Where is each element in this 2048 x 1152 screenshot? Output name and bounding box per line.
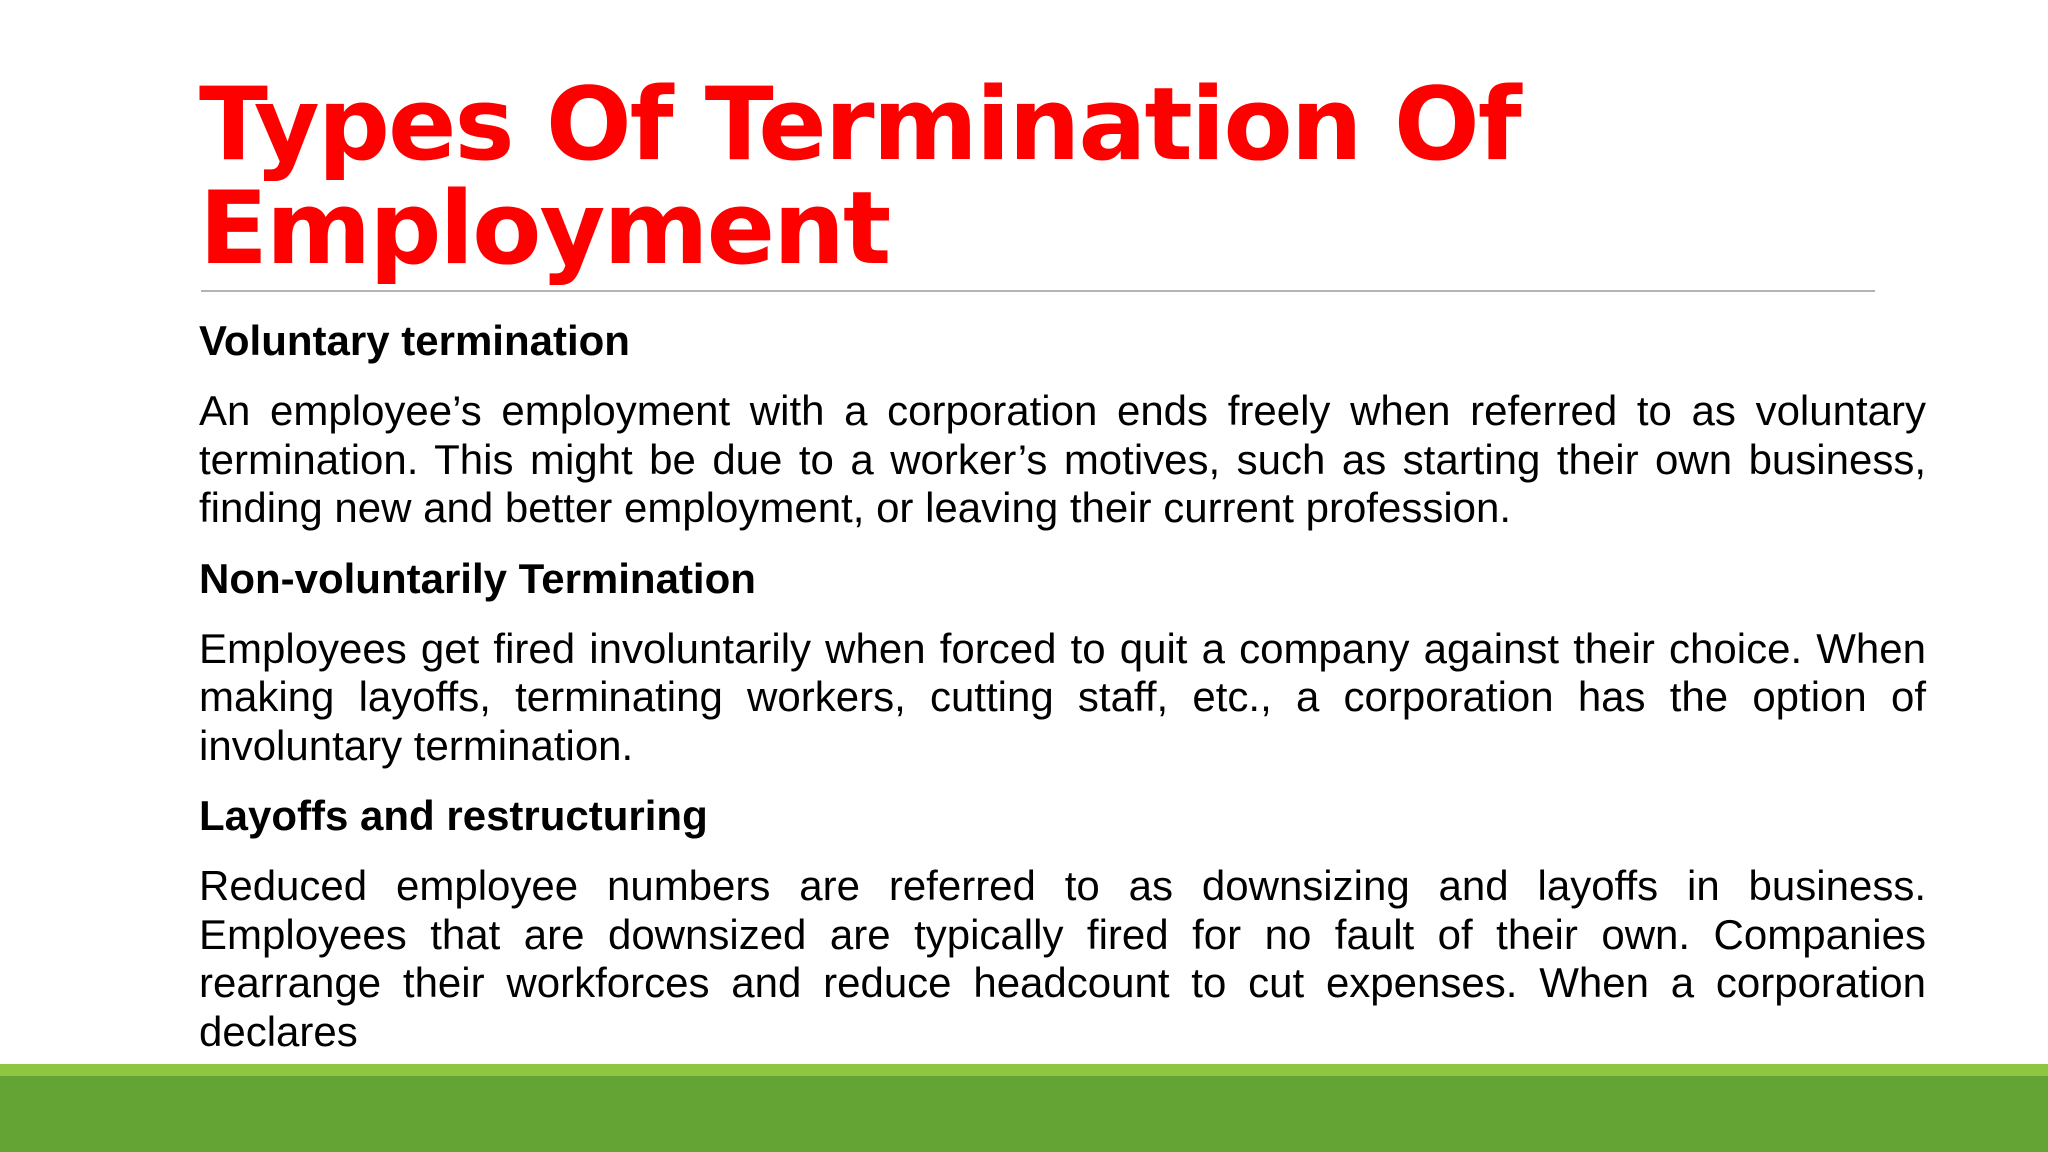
section-non-voluntary-termination [199,551,1926,771]
slide-title: Types Of Termination Of Employment [199,65,1520,287]
section-heading: Voluntary termination [199,317,630,364]
section-heading: Layoffs and restructuring [199,792,708,839]
section-paragraph: Employees get fired involuntarily when forced to quit a company against their choice. When making layoffs, terminating workers, cutting staff, etc., a corporation has the option of involuntary termination. [199,624,1926,769]
slide-body [199,313,1926,1074]
footer-accent-stripe [0,1064,2048,1076]
section-heading: Non-voluntarily Termination [199,554,756,602]
title-divider [201,290,1875,292]
section-paragraph: An employee’s employment with a corporation ends freely when referred to as voluntary termination. This might be due to a worker’s motives, such as starting their own business, finding new and better employment, or leaving their current profession. [199,387,1926,531]
section-voluntary-termination [199,313,1926,533]
section-paragraph: Reduced employee numbers are referred to as downsizing and layoffs in business. Employees that are downsized are typically fired for no fault of their own. Companies rearrange their workforces and reduce headcount to cut expenses. When a corporation declares [199,862,1926,1055]
section-layoffs-restructuring [199,788,1926,1056]
footer-bar [0,1076,2048,1152]
